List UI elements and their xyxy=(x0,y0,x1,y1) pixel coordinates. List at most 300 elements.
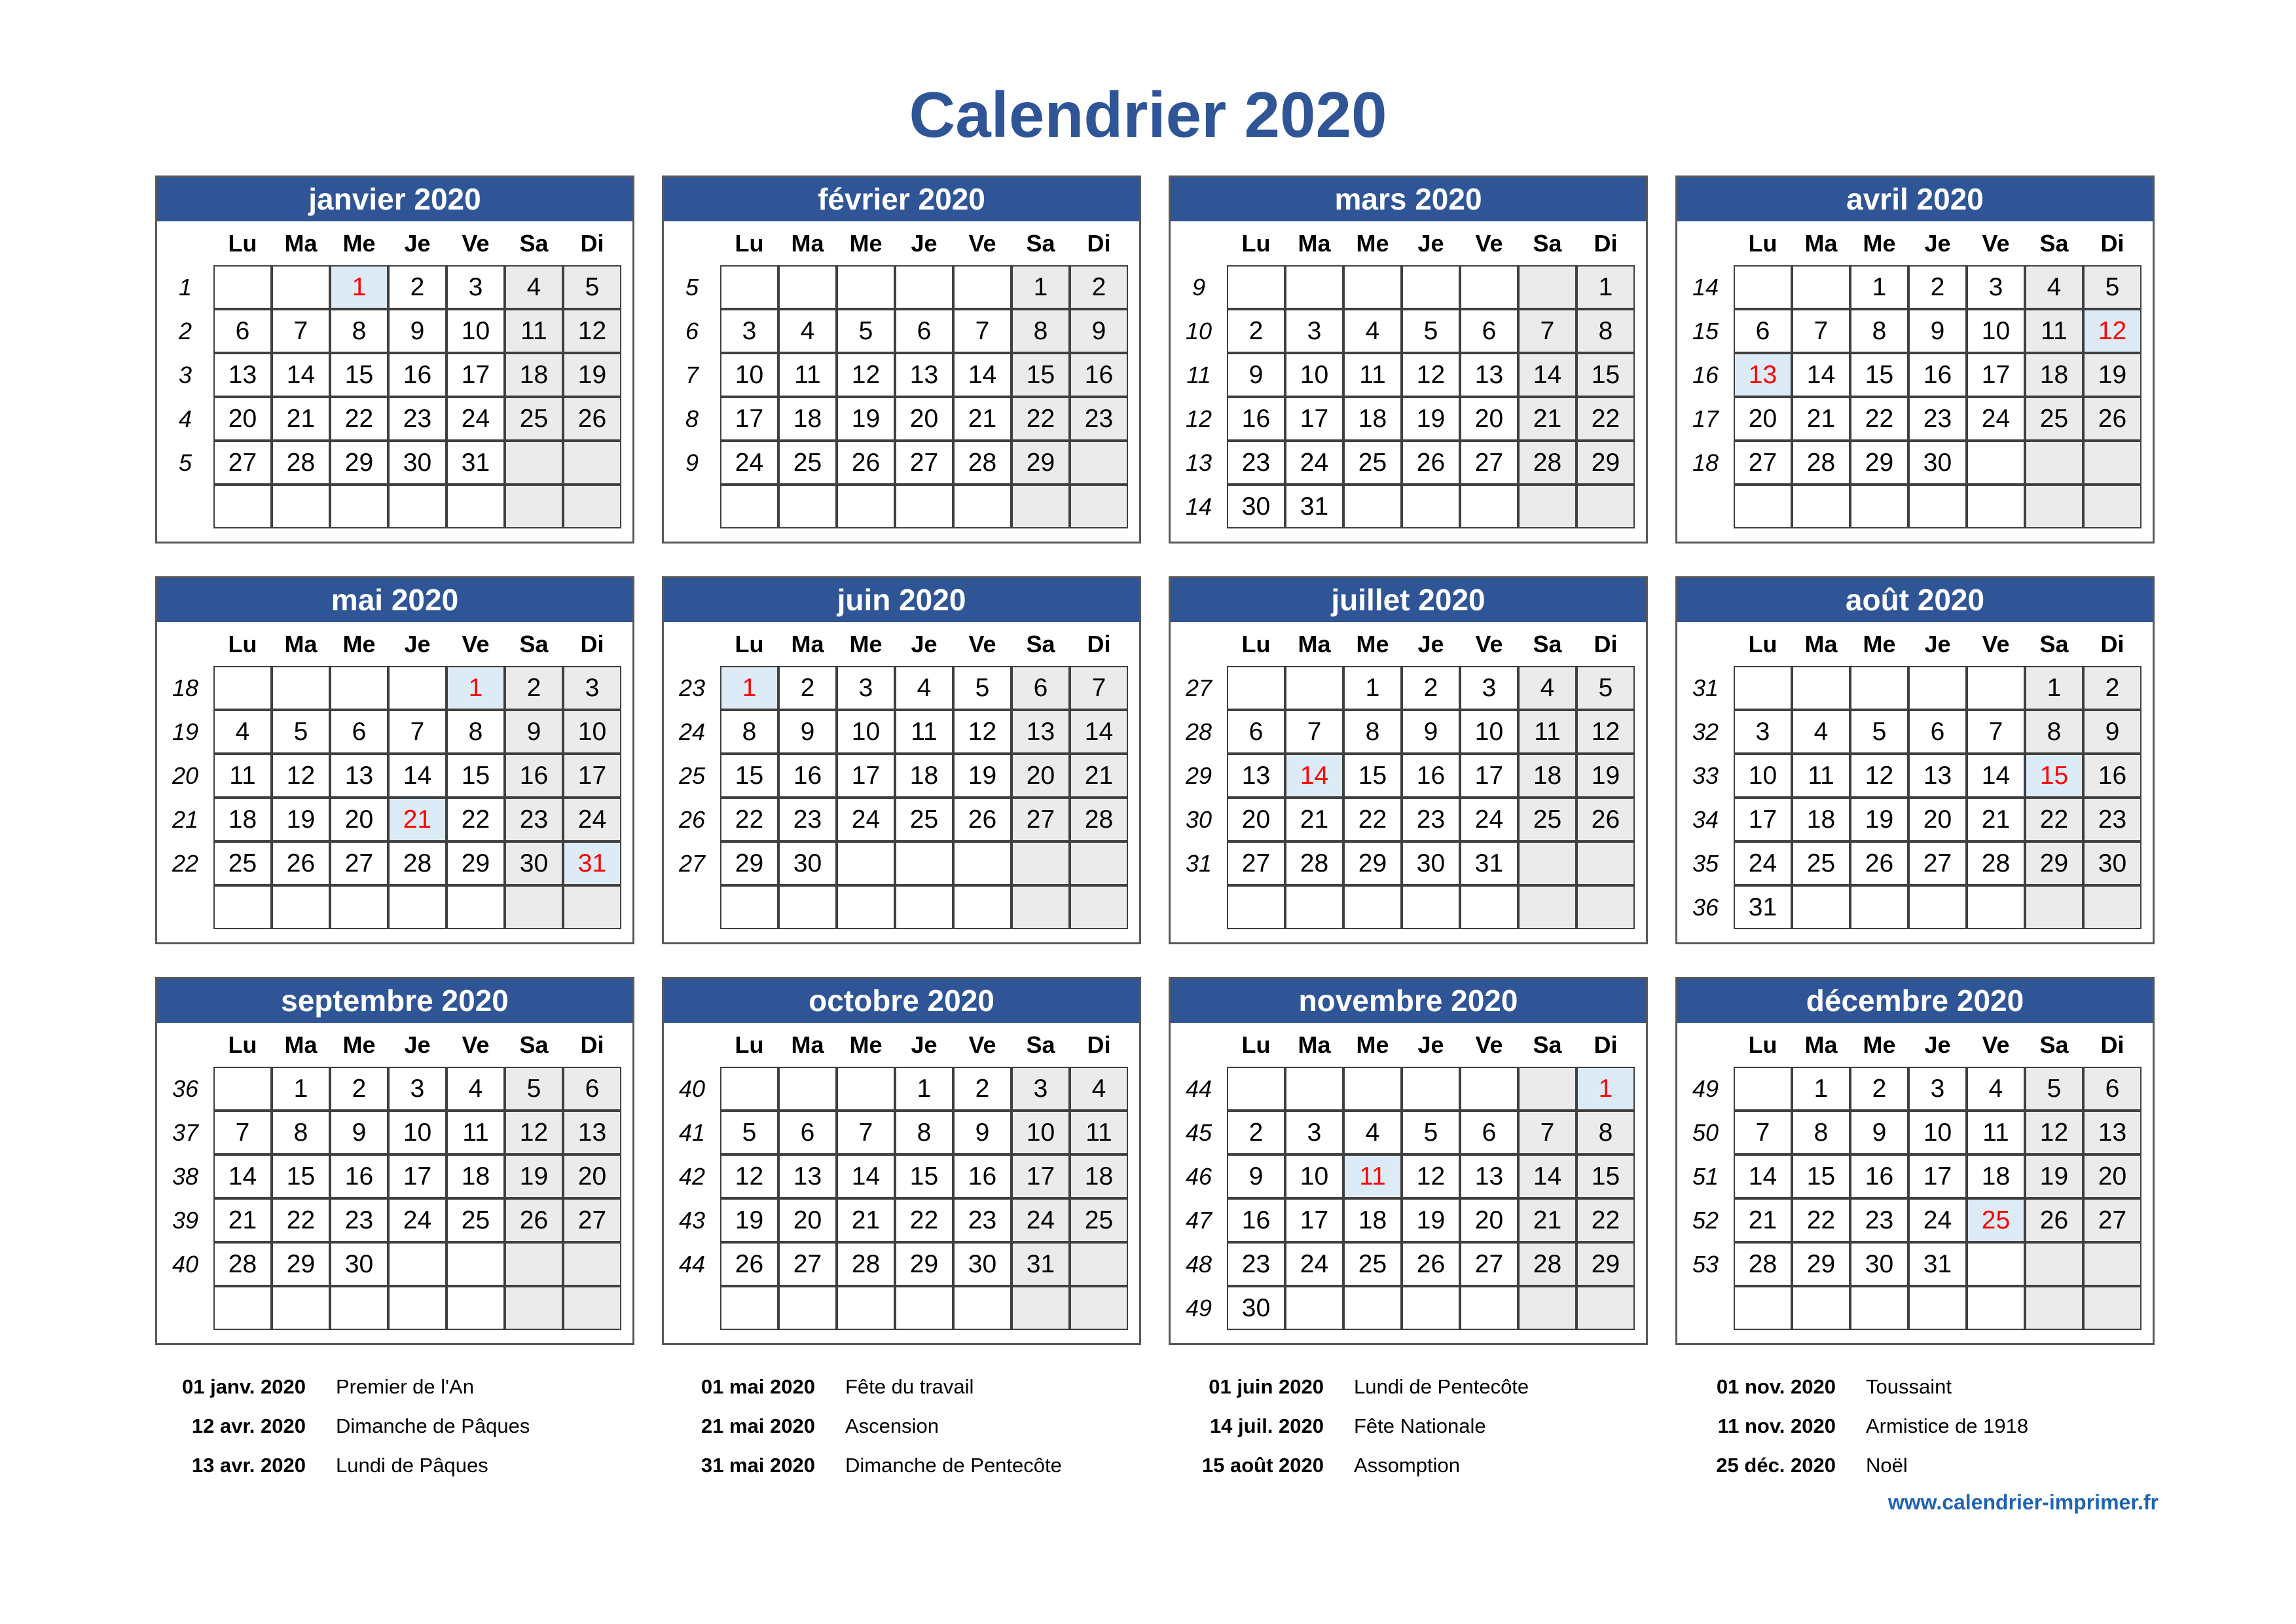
day-cell: 17 xyxy=(563,754,621,798)
day-cell: 23 xyxy=(388,397,446,441)
week-number: 4 xyxy=(178,405,192,432)
day-cell: 7 xyxy=(1792,309,1850,353)
day-name: Lu xyxy=(735,230,764,257)
day-cell: 30 xyxy=(505,841,563,885)
day-name: Ve xyxy=(968,1031,996,1058)
empty-day-cell xyxy=(1402,1067,1460,1111)
empty-day-cell xyxy=(1285,885,1343,929)
day-cell: 18 xyxy=(1518,754,1576,798)
day-name: Sa xyxy=(519,230,549,257)
day-cell: 16 xyxy=(778,754,837,798)
day-cell: 25 xyxy=(1792,841,1850,885)
empty-day-cell xyxy=(1343,1286,1402,1330)
empty-day-cell xyxy=(213,485,272,528)
day-cell: 28 xyxy=(1285,841,1343,885)
empty-day-cell xyxy=(1967,1242,2025,1286)
day-cell: 6 xyxy=(1227,710,1285,754)
day-name: Di xyxy=(1087,1031,1111,1058)
empty-day-cell xyxy=(330,666,388,710)
week-number: 29 xyxy=(1185,762,1212,789)
day-cell: 16 xyxy=(1227,1198,1285,1242)
holiday-date: 14 juil. 2020 xyxy=(1209,1414,1324,1437)
day-cell: 3 xyxy=(1285,1111,1343,1154)
day-name: Di xyxy=(1594,230,1618,257)
day-cell: 16 xyxy=(330,1154,388,1198)
empty-day-cell xyxy=(720,885,778,929)
day-cell: 20 xyxy=(1011,754,1070,798)
day-cell: 8 xyxy=(1576,1111,1635,1154)
empty-day-cell xyxy=(1402,885,1460,929)
day-cell: 19 xyxy=(1402,1198,1460,1242)
day-cell: 14 xyxy=(1967,754,2025,798)
day-name: Di xyxy=(2100,1031,2124,1058)
day-cell: 27 xyxy=(1227,841,1285,885)
day-cell: 22 xyxy=(1011,397,1070,441)
week-number: 3 xyxy=(178,361,192,388)
day-cell: 24 xyxy=(1460,798,1518,841)
day-cell: 25 xyxy=(446,1198,505,1242)
day-cell: 17 xyxy=(1734,798,1792,841)
day-name: Lu xyxy=(1241,230,1271,257)
day-cell: 23 xyxy=(2083,798,2141,841)
day-cell: 12 xyxy=(1576,710,1635,754)
day-cell: 6 xyxy=(778,1111,837,1154)
holiday-day-cell: 15 xyxy=(2025,754,2083,798)
day-cell: 20 xyxy=(213,397,272,441)
day-cell: 24 xyxy=(1734,841,1792,885)
day-cell: 12 xyxy=(720,1154,778,1198)
day-cell: 24 xyxy=(1967,397,2025,441)
day-cell: 1 xyxy=(1576,265,1635,309)
day-cell: 26 xyxy=(505,1198,563,1242)
empty-day-cell xyxy=(272,1286,330,1330)
empty-day-cell xyxy=(1518,885,1576,929)
day-cell: 19 xyxy=(2083,353,2141,397)
empty-day-cell xyxy=(2083,441,2141,485)
day-cell: 5 xyxy=(953,666,1011,710)
empty-day-cell xyxy=(1792,485,1850,528)
day-cell: 11 xyxy=(1967,1111,2025,1154)
day-name: Je xyxy=(911,1031,938,1058)
month-block xyxy=(662,977,1141,1345)
day-cell: 15 xyxy=(1576,353,1635,397)
day-cell: 22 xyxy=(446,798,505,841)
day-cell: 18 xyxy=(1967,1154,2025,1198)
day-cell: 30 xyxy=(1227,1286,1285,1330)
day-cell: 23 xyxy=(1908,397,1967,441)
day-cell: 25 xyxy=(1343,1242,1402,1286)
month-block xyxy=(155,977,634,1345)
holiday-day-cell: 14 xyxy=(1285,754,1343,798)
month-title: mai 2020 xyxy=(157,578,632,622)
day-cell: 3 xyxy=(1967,265,2025,309)
day-cell: 3 xyxy=(837,666,895,710)
day-cell: 20 xyxy=(1908,798,1967,841)
week-number: 27 xyxy=(678,850,706,877)
day-cell: 12 xyxy=(2025,1111,2083,1154)
day-cell: 5 xyxy=(720,1111,778,1154)
week-number: 6 xyxy=(685,318,699,344)
day-cell: 21 xyxy=(1792,397,1850,441)
day-cell: 6 xyxy=(563,1067,621,1111)
day-cell: 15 xyxy=(1343,754,1402,798)
day-name: Je xyxy=(1417,1031,1444,1058)
empty-day-cell xyxy=(1967,441,2025,485)
day-cell: 4 xyxy=(1518,666,1576,710)
day-name: Sa xyxy=(519,1031,549,1058)
day-cell: 30 xyxy=(778,841,837,885)
day-cell: 20 xyxy=(330,798,388,841)
page-title: Calendrier 2020 xyxy=(909,79,1387,151)
day-cell: 2 xyxy=(1402,666,1460,710)
day-name: Me xyxy=(1356,1031,1389,1058)
empty-day-cell xyxy=(1227,265,1285,309)
day-cell: 11 xyxy=(505,309,563,353)
day-cell: 8 xyxy=(2025,710,2083,754)
day-name: Me xyxy=(849,1031,883,1058)
day-cell: 9 xyxy=(1070,309,1128,353)
day-cell: 24 xyxy=(446,397,505,441)
holiday-day-cell: 12 xyxy=(2083,309,2141,353)
day-cell: 18 xyxy=(446,1154,505,1198)
day-cell: 8 xyxy=(1850,309,1908,353)
week-number: 40 xyxy=(172,1251,199,1278)
day-cell: 28 xyxy=(213,1242,272,1286)
day-cell: 26 xyxy=(2083,397,2141,441)
day-cell: 9 xyxy=(778,710,837,754)
day-cell: 30 xyxy=(1402,841,1460,885)
empty-day-cell xyxy=(837,265,895,309)
day-cell: 19 xyxy=(272,798,330,841)
day-cell: 7 xyxy=(1070,666,1128,710)
day-cell: 25 xyxy=(213,841,272,885)
empty-day-cell xyxy=(837,1067,895,1111)
day-cell: 6 xyxy=(1011,666,1070,710)
day-cell: 27 xyxy=(895,441,953,485)
day-cell: 14 xyxy=(1792,353,1850,397)
day-cell: 19 xyxy=(2025,1154,2083,1198)
day-cell: 1 xyxy=(2025,666,2083,710)
day-cell: 17 xyxy=(1908,1154,1967,1198)
day-cell: 2 xyxy=(330,1067,388,1111)
holiday-date: 12 avr. 2020 xyxy=(191,1414,306,1437)
day-cell: 10 xyxy=(1967,309,2025,353)
day-cell: 12 xyxy=(1402,1154,1460,1198)
day-cell: 5 xyxy=(1850,710,1908,754)
empty-day-cell xyxy=(1343,485,1402,528)
day-cell: 3 xyxy=(1908,1067,1967,1111)
holiday-date: 11 nov. 2020 xyxy=(1717,1414,1836,1437)
day-cell: 29 xyxy=(2025,841,2083,885)
empty-day-cell xyxy=(2083,485,2141,528)
week-number: 12 xyxy=(1185,405,1212,432)
day-cell: 3 xyxy=(1460,666,1518,710)
empty-day-cell xyxy=(213,885,272,929)
day-name: Sa xyxy=(1533,631,1562,657)
empty-day-cell xyxy=(895,485,953,528)
day-name: Di xyxy=(580,230,604,257)
day-name: Di xyxy=(1087,230,1111,257)
empty-day-cell xyxy=(505,885,563,929)
day-cell: 26 xyxy=(2025,1198,2083,1242)
day-cell: 9 xyxy=(1850,1111,1908,1154)
day-cell: 16 xyxy=(1850,1154,1908,1198)
day-name: Me xyxy=(1863,1031,1896,1058)
day-cell: 17 xyxy=(1285,1198,1343,1242)
day-cell: 2 xyxy=(1908,265,1967,309)
day-cell: 27 xyxy=(563,1198,621,1242)
week-number: 9 xyxy=(685,449,699,476)
day-cell: 16 xyxy=(388,353,446,397)
week-number: 5 xyxy=(178,449,192,476)
day-cell: 5 xyxy=(837,309,895,353)
week-number: 28 xyxy=(1185,718,1212,745)
week-number: 31 xyxy=(1185,850,1212,877)
day-cell: 22 xyxy=(2025,798,2083,841)
day-name: Ve xyxy=(1475,1031,1503,1058)
day-name: Lu xyxy=(1241,1031,1271,1058)
holiday-day-cell: 21 xyxy=(388,798,446,841)
empty-day-cell xyxy=(1734,666,1792,710)
day-cell: 24 xyxy=(720,441,778,485)
day-cell: 15 xyxy=(272,1154,330,1198)
day-cell: 6 xyxy=(895,309,953,353)
day-cell: 8 xyxy=(446,710,505,754)
month-title: juin 2020 xyxy=(664,578,1139,622)
day-cell: 2 xyxy=(1227,1111,1285,1154)
empty-day-cell xyxy=(330,485,388,528)
day-cell: 14 xyxy=(1518,1154,1576,1198)
day-cell: 31 xyxy=(1734,885,1792,929)
day-cell: 21 xyxy=(837,1198,895,1242)
day-cell: 24 xyxy=(563,798,621,841)
day-cell: 27 xyxy=(1011,798,1070,841)
day-cell: 3 xyxy=(1011,1067,1070,1111)
week-number: 10 xyxy=(1185,318,1212,344)
empty-day-cell xyxy=(272,666,330,710)
day-name: Je xyxy=(1924,631,1951,657)
day-name: Lu xyxy=(1241,631,1271,657)
empty-day-cell xyxy=(563,441,621,485)
empty-day-cell xyxy=(1576,841,1635,885)
empty-day-cell xyxy=(1850,666,1908,710)
day-cell: 20 xyxy=(1460,397,1518,441)
day-cell: 18 xyxy=(1343,1198,1402,1242)
empty-day-cell xyxy=(1070,841,1128,885)
day-cell: 10 xyxy=(1285,1154,1343,1198)
day-cell: 28 xyxy=(1070,798,1128,841)
week-number: 33 xyxy=(1692,762,1719,789)
day-cell: 10 xyxy=(446,309,505,353)
day-cell: 4 xyxy=(2025,265,2083,309)
day-cell: 12 xyxy=(953,710,1011,754)
day-cell: 31 xyxy=(1011,1242,1070,1286)
day-cell: 9 xyxy=(953,1111,1011,1154)
day-cell: 10 xyxy=(563,710,621,754)
day-cell: 26 xyxy=(837,441,895,485)
day-cell: 8 xyxy=(895,1111,953,1154)
day-name: Sa xyxy=(1026,230,1055,257)
day-cell: 18 xyxy=(778,397,837,441)
empty-day-cell xyxy=(1908,666,1967,710)
day-name: Ma xyxy=(791,631,824,657)
day-name: Je xyxy=(911,631,938,657)
day-name: Ve xyxy=(1982,230,2010,257)
day-name: Di xyxy=(1087,631,1111,657)
empty-day-cell xyxy=(1343,1067,1402,1111)
day-cell: 11 xyxy=(1070,1111,1128,1154)
month-block xyxy=(662,576,1141,944)
day-cell: 14 xyxy=(1518,353,1576,397)
day-cell: 3 xyxy=(1285,309,1343,353)
week-number: 47 xyxy=(1185,1207,1212,1234)
day-cell: 27 xyxy=(2083,1198,2141,1242)
day-cell: 13 xyxy=(330,754,388,798)
day-cell: 19 xyxy=(720,1198,778,1242)
day-name: Ma xyxy=(284,230,318,257)
empty-day-cell xyxy=(953,1286,1011,1330)
day-cell: 9 xyxy=(1227,1154,1285,1198)
empty-day-cell xyxy=(1734,265,1792,309)
day-name: Ve xyxy=(462,1031,490,1058)
day-cell: 15 xyxy=(720,754,778,798)
empty-day-cell xyxy=(272,485,330,528)
day-cell: 31 xyxy=(1460,841,1518,885)
day-cell: 23 xyxy=(1850,1198,1908,1242)
day-cell: 22 xyxy=(1343,798,1402,841)
day-cell: 18 xyxy=(1070,1154,1128,1198)
week-number: 7 xyxy=(685,361,699,388)
empty-day-cell xyxy=(1518,485,1576,528)
day-cell: 29 xyxy=(1576,1242,1635,1286)
day-cell: 15 xyxy=(1850,353,1908,397)
holiday-date: 31 mai 2020 xyxy=(701,1454,815,1477)
day-cell: 1 xyxy=(272,1067,330,1111)
empty-day-cell xyxy=(388,885,446,929)
day-cell: 7 xyxy=(1967,710,2025,754)
day-cell: 14 xyxy=(272,353,330,397)
day-name: Lu xyxy=(228,631,257,657)
week-number: 13 xyxy=(1185,449,1212,476)
day-cell: 19 xyxy=(1850,798,1908,841)
day-cell: 10 xyxy=(837,710,895,754)
day-name: Lu xyxy=(228,230,257,257)
empty-day-cell xyxy=(1070,441,1128,485)
day-cell: 29 xyxy=(1011,441,1070,485)
empty-day-cell xyxy=(563,1242,621,1286)
day-cell: 4 xyxy=(778,309,837,353)
day-name: Ve xyxy=(1475,631,1503,657)
week-number: 23 xyxy=(678,674,706,701)
day-name: Me xyxy=(1356,631,1389,657)
day-cell: 19 xyxy=(1576,754,1635,798)
holiday-name: Lundi de Pâques xyxy=(336,1454,488,1477)
empty-day-cell xyxy=(1011,485,1070,528)
day-name: Je xyxy=(1417,631,1444,657)
day-cell: 19 xyxy=(953,754,1011,798)
holiday-date: 21 mai 2020 xyxy=(701,1414,815,1437)
empty-day-cell xyxy=(1518,1286,1576,1330)
day-cell: 26 xyxy=(1850,841,1908,885)
day-name: Ma xyxy=(1804,230,1838,257)
day-cell: 13 xyxy=(1460,353,1518,397)
day-cell: 26 xyxy=(272,841,330,885)
empty-day-cell xyxy=(1792,885,1850,929)
day-cell: 26 xyxy=(1402,441,1460,485)
day-cell: 21 xyxy=(953,397,1011,441)
empty-day-cell xyxy=(272,885,330,929)
day-cell: 23 xyxy=(1227,441,1285,485)
empty-day-cell xyxy=(213,1067,272,1111)
day-cell: 26 xyxy=(1402,1242,1460,1286)
day-cell: 21 xyxy=(1518,1198,1576,1242)
day-cell: 20 xyxy=(1734,397,1792,441)
website-link[interactable]: www.calendrier-imprimer.fr xyxy=(1887,1490,2159,1514)
day-cell: 25 xyxy=(1518,798,1576,841)
day-name: Lu xyxy=(1748,631,1777,657)
day-cell: 9 xyxy=(505,710,563,754)
day-cell: 24 xyxy=(1285,441,1343,485)
day-cell: 13 xyxy=(895,353,953,397)
day-name: Sa xyxy=(519,631,549,657)
holiday-name: Lundi de Pentecôte xyxy=(1354,1375,1529,1398)
day-cell: 6 xyxy=(2083,1067,2141,1111)
day-cell: 14 xyxy=(213,1154,272,1198)
empty-day-cell xyxy=(1518,265,1576,309)
month-title: décembre 2020 xyxy=(1677,979,2153,1023)
day-cell: 9 xyxy=(1908,309,1967,353)
day-cell: 16 xyxy=(953,1154,1011,1198)
day-cell: 15 xyxy=(1792,1154,1850,1198)
day-cell: 6 xyxy=(1908,710,1967,754)
day-cell: 7 xyxy=(272,309,330,353)
day-name: Me xyxy=(342,1031,376,1058)
day-cell: 20 xyxy=(563,1154,621,1198)
empty-day-cell xyxy=(388,485,446,528)
day-name: Di xyxy=(2100,631,2124,657)
empty-day-cell xyxy=(446,1286,505,1330)
day-cell: 14 xyxy=(388,754,446,798)
day-cell: 14 xyxy=(1070,710,1128,754)
empty-day-cell xyxy=(2083,1286,2141,1330)
day-cell: 24 xyxy=(1285,1242,1343,1286)
day-cell: 19 xyxy=(563,353,621,397)
empty-day-cell xyxy=(1070,885,1128,929)
day-cell: 25 xyxy=(505,397,563,441)
empty-day-cell xyxy=(563,885,621,929)
day-name: Je xyxy=(1924,1031,1951,1058)
empty-day-cell xyxy=(1402,485,1460,528)
empty-day-cell xyxy=(505,485,563,528)
day-cell: 21 xyxy=(1285,798,1343,841)
empty-day-cell xyxy=(272,265,330,309)
empty-day-cell xyxy=(446,485,505,528)
day-cell: 18 xyxy=(895,754,953,798)
month-block xyxy=(1675,977,2155,1345)
day-cell: 13 xyxy=(2083,1111,2141,1154)
holiday-date: 01 janv. 2020 xyxy=(181,1375,306,1398)
day-cell: 10 xyxy=(1285,353,1343,397)
holiday-date: 01 juin 2020 xyxy=(1209,1375,1324,1398)
empty-day-cell xyxy=(2025,1242,2083,1286)
week-number: 45 xyxy=(1185,1119,1212,1146)
day-name: Me xyxy=(1356,230,1389,257)
day-cell: 24 xyxy=(388,1198,446,1242)
day-name: Sa xyxy=(1533,230,1562,257)
empty-day-cell xyxy=(1070,1242,1128,1286)
day-cell: 20 xyxy=(778,1198,837,1242)
empty-day-cell xyxy=(1070,1286,1128,1330)
